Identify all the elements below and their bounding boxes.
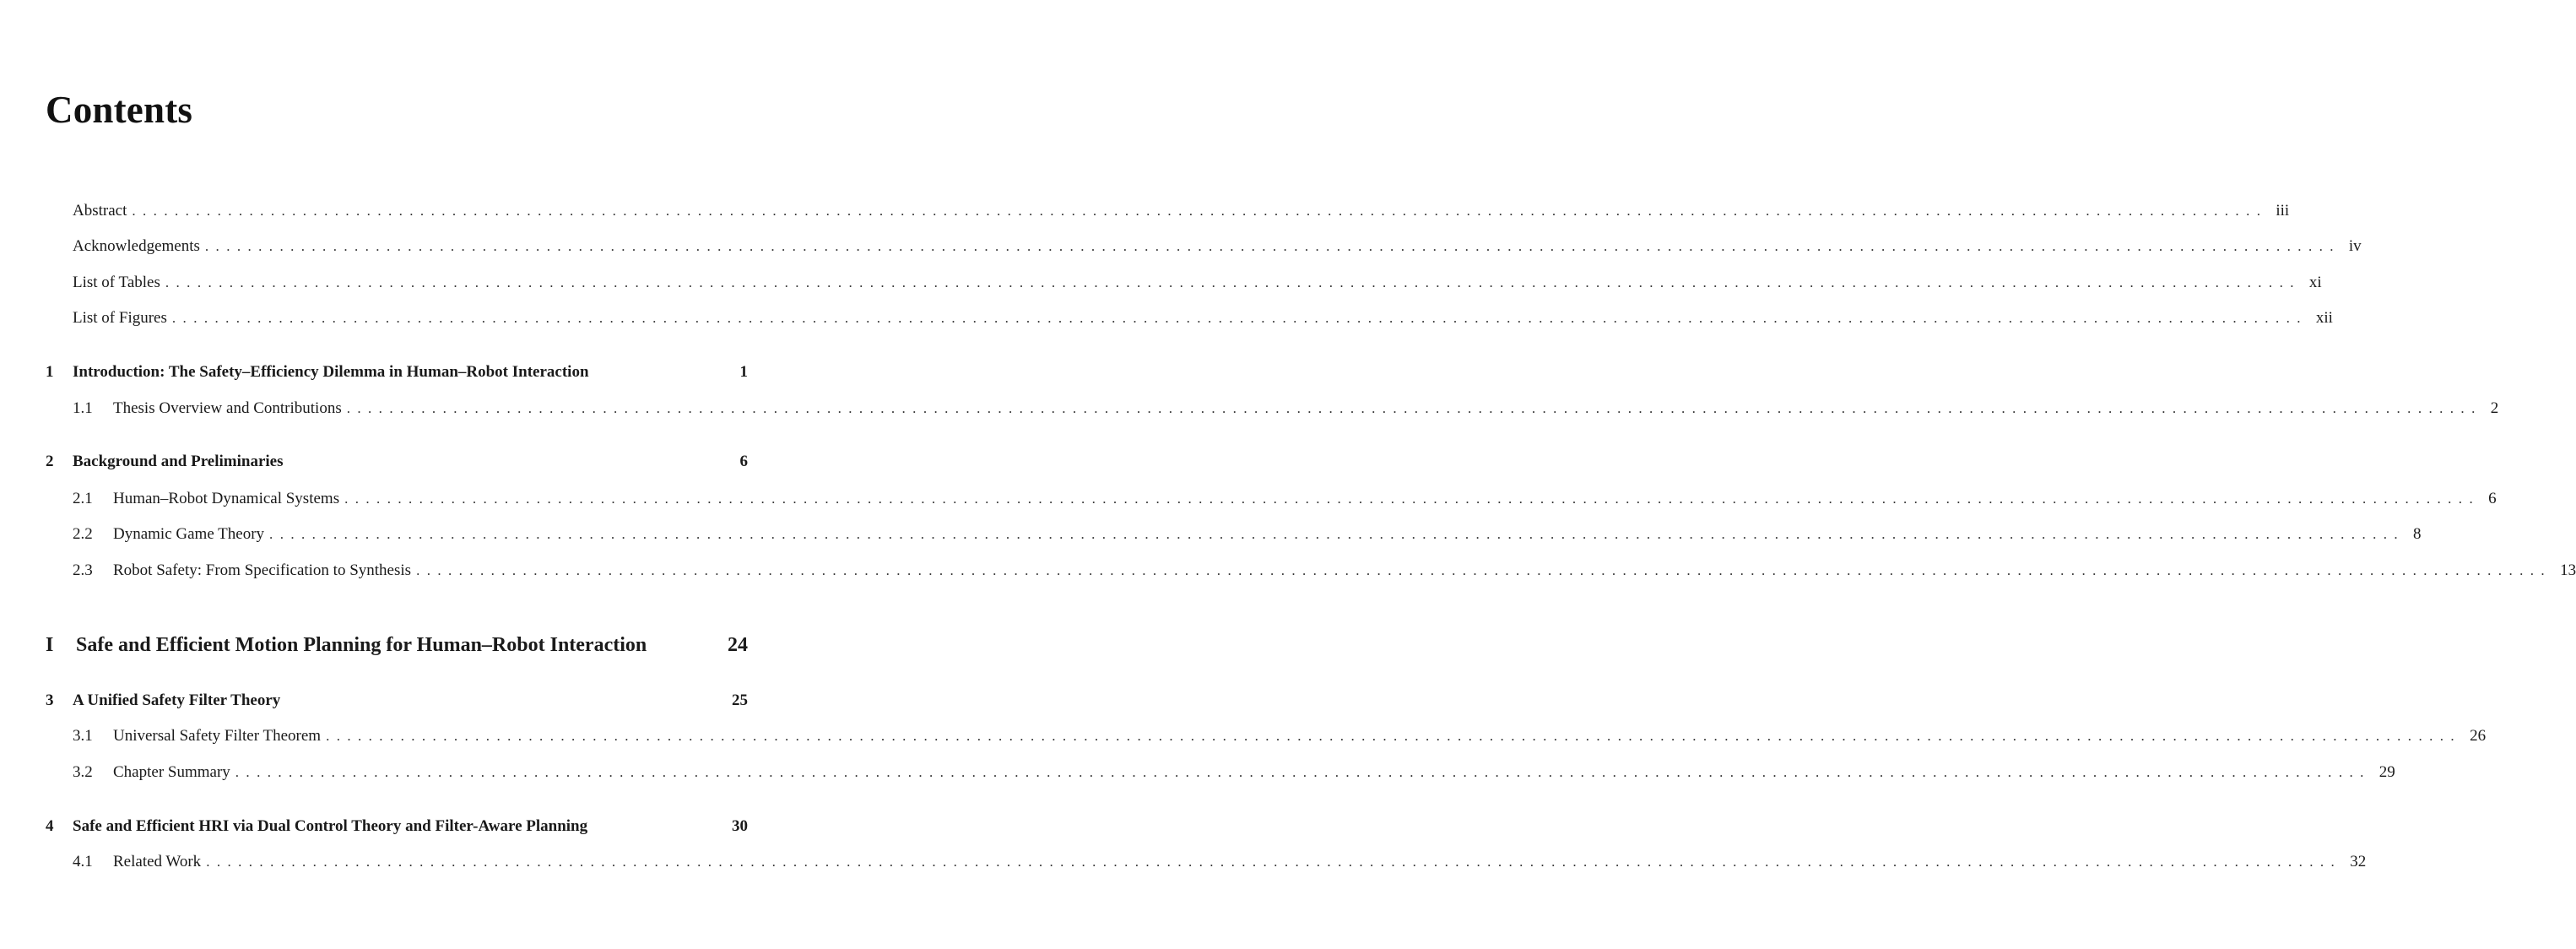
chapter-page: 6	[739, 453, 748, 470]
section-number: 3.1	[73, 727, 93, 745]
dot-leader: ........................................................................................................................................................................................................	[171, 310, 2308, 326]
chapter-page: 30	[732, 817, 748, 835]
toc-section-1-1[interactable]	[46, 396, 2499, 421]
toc-section-4-1[interactable]	[46, 849, 2367, 875]
toc-chapter-1[interactable]	[46, 360, 748, 385]
chapter-title: A Unified Safety Filter Theory	[73, 691, 281, 709]
dot-leader: ........................................................................................................................................................................................................	[416, 562, 2552, 578]
dot-leader: ........................................................................................................................................................................................................	[269, 526, 2406, 542]
section-number: 2.1	[73, 490, 93, 507]
toc-entry-abstract[interactable]	[46, 198, 2290, 224]
section-title: Chapter Summary	[113, 763, 230, 781]
dot-leader: ........................................................................................................................................................................................................	[326, 728, 2462, 744]
dot-leader: ........................................................................................................................................................................................................	[132, 203, 2268, 219]
toc-entry-title: Acknowledgements	[73, 237, 200, 255]
toc-section-2-1[interactable]	[46, 486, 2497, 512]
section-title: Human–Robot Dynamical Systems	[113, 490, 340, 507]
part-number: I	[46, 634, 54, 656]
section-title: Related Work	[113, 853, 202, 870]
toc-section-2-2[interactable]	[46, 522, 2422, 547]
toc-section-2-3[interactable]	[46, 558, 2576, 583]
section-title: Dynamic Game Theory	[113, 525, 265, 543]
chapter-number: 1	[46, 363, 54, 381]
dot-leader: ........................................................................................................................................................................................................	[235, 764, 2371, 780]
chapter-number: 3	[46, 691, 54, 709]
section-number: 1.1	[73, 399, 93, 417]
section-page: 2	[2490, 399, 2499, 417]
section-page: 26	[2470, 727, 2487, 745]
toc-entry-acknowledgements[interactable]	[46, 234, 2362, 259]
section-number: 3.2	[73, 763, 93, 781]
section-page: 6	[2488, 490, 2497, 507]
section-title: Robot Safety: From Specification to Synthesis	[113, 561, 412, 579]
part-title: Safe and Efficient Motion Planning for Human–Robot Interaction	[76, 634, 647, 656]
toc-entry-title: List of Tables	[73, 274, 160, 291]
dot-leader: ........................................................................................................................................................................................................	[344, 491, 2481, 507]
section-page: 8	[2413, 525, 2422, 543]
section-number: 4.1	[73, 853, 93, 870]
section-number: 2.2	[73, 525, 93, 543]
toc-chapter-2[interactable]	[46, 449, 748, 474]
toc-section-3-1[interactable]	[46, 724, 2487, 749]
chapter-number: 2	[46, 453, 54, 470]
section-title: Universal Safety Filter Theorem	[113, 727, 322, 745]
toc-entry-title: Abstract	[73, 202, 127, 220]
dot-leader: ........................................................................................................................................................................................................	[165, 274, 2301, 290]
dot-leader: ........................................................................................................................................................................................................	[206, 854, 2342, 870]
dot-leader: ........................................................................................................................................................................................................	[204, 238, 2341, 254]
toc-entry-page: iii	[2276, 202, 2290, 220]
chapter-page: 25	[732, 691, 748, 709]
toc-chapter-4[interactable]	[46, 814, 748, 839]
toc-entry-page: iv	[2348, 237, 2362, 255]
part-page: 24	[728, 634, 748, 656]
dot-leader: ........................................................................................................................................................................................................	[346, 400, 2482, 416]
section-title: Thesis Overview and Contributions	[113, 399, 342, 417]
section-page: 32	[2350, 853, 2367, 870]
toc-chapter-3[interactable]	[46, 688, 748, 713]
chapter-title: Background and Preliminaries	[73, 453, 284, 470]
toc-entry-list-of-figures[interactable]	[46, 306, 2333, 331]
toc-section-3-2[interactable]	[46, 760, 2395, 785]
toc-entry-page: xi	[2308, 274, 2322, 291]
chapter-page: 1	[739, 363, 748, 381]
chapter-title: Safe and Efficient HRI via Dual Control Theory and Filter-Aware Planning	[73, 817, 588, 835]
section-page: 29	[2378, 763, 2395, 781]
chapter-number: 4	[46, 817, 54, 835]
section-number: 2.3	[73, 561, 93, 579]
toc-part-1[interactable]	[46, 630, 748, 660]
section-page: 13	[2560, 561, 2576, 579]
toc-entry-title: List of Figures	[73, 309, 167, 327]
chapter-title: Introduction: The Safety–Efficiency Dilemma in Human–Robot Interaction	[73, 363, 589, 381]
toc-entry-page: xii	[2315, 309, 2333, 327]
toc-entry-list-of-tables[interactable]	[46, 270, 2322, 296]
page-title: Contents	[46, 89, 193, 131]
